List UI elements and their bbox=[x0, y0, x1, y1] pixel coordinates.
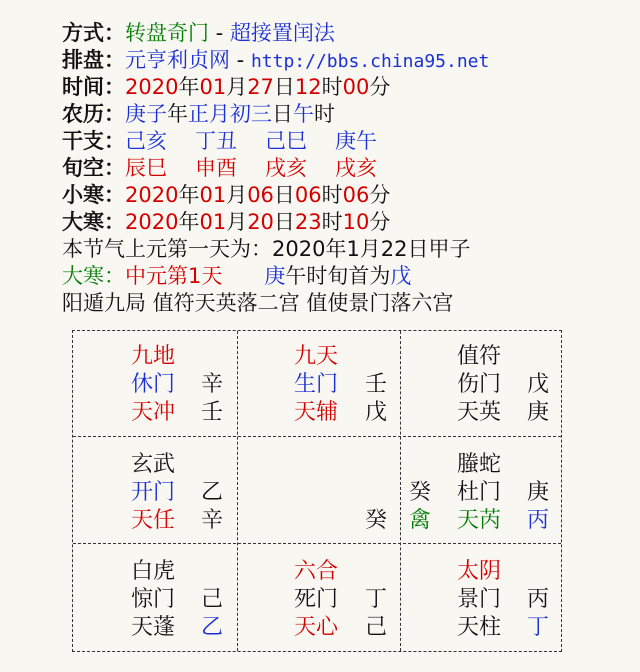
dahan-day: 20 bbox=[247, 210, 274, 234]
source-site[interactable]: 元亨利贞网 bbox=[125, 48, 230, 72]
star: 天任 bbox=[131, 508, 176, 533]
god: 值符 bbox=[457, 344, 502, 369]
xunshou-hour-stem: 庚 bbox=[264, 264, 286, 288]
xunkong-3: 戌亥 bbox=[265, 156, 307, 180]
time-line bbox=[62, 74, 632, 101]
xiaohan-label: 小寒： bbox=[62, 183, 125, 207]
lunar-day-unit: 日 bbox=[272, 102, 293, 126]
lunar-year-unit: 年 bbox=[167, 102, 188, 126]
lunar-hour: 午 bbox=[293, 102, 314, 126]
dahan-hour: 23 bbox=[294, 210, 322, 234]
palace-n bbox=[237, 331, 400, 436]
time-day: 27 bbox=[247, 75, 274, 99]
god: 太阴 bbox=[457, 559, 502, 584]
xunkong-4: 戌亥 bbox=[335, 156, 377, 180]
time-minute: 00 bbox=[342, 75, 370, 99]
xunkong-line bbox=[62, 155, 632, 182]
time-year-unit: 年 bbox=[178, 75, 200, 99]
palace-s bbox=[237, 544, 400, 652]
nine-palace-grid bbox=[72, 330, 562, 652]
xiaohan-year-unit: 年 bbox=[178, 183, 200, 207]
door: 惊门 bbox=[131, 587, 176, 612]
time-day-unit: 日 bbox=[273, 75, 295, 99]
door-stem: 丙 bbox=[527, 587, 550, 612]
method-name: 转盘奇门 bbox=[125, 21, 209, 45]
door: 休门 bbox=[131, 372, 176, 397]
xiaohan-minute: 06 bbox=[342, 183, 370, 207]
chart-header bbox=[62, 20, 632, 236]
star-stem: 乙 bbox=[201, 615, 224, 640]
xiaohan-year: 2020 bbox=[125, 183, 179, 207]
lunar-hour-unit: 时 bbox=[314, 102, 335, 126]
god: 螣蛇 bbox=[457, 452, 502, 477]
source-label: 排盘： bbox=[62, 48, 125, 72]
xunkong-label: 旬空： bbox=[62, 156, 125, 180]
palace-ne bbox=[401, 331, 563, 436]
god: 玄武 bbox=[131, 452, 176, 477]
palace-sw bbox=[73, 544, 236, 652]
lunar-year: 庚子 bbox=[125, 102, 167, 126]
dahan-minute-unit: 分 bbox=[369, 210, 391, 234]
time-month-unit: 月 bbox=[226, 75, 248, 99]
ganzhi-hour: 庚午 bbox=[335, 129, 377, 153]
door-stem: 辛 bbox=[201, 372, 224, 397]
dahan-yuan-line bbox=[62, 263, 411, 290]
dahan-yuan-label: 大寒： bbox=[62, 264, 125, 288]
summary-line: 阳遁九局 值符天英落二宫 值使景门落六宫 bbox=[62, 291, 454, 315]
xunkong-2: 申酉 bbox=[195, 156, 237, 180]
dahan-day-unit: 日 bbox=[273, 210, 295, 234]
door-stem: 庚 bbox=[527, 480, 550, 505]
dahan-minute: 10 bbox=[342, 210, 370, 234]
dahan-month-unit: 月 bbox=[226, 210, 248, 234]
door-stem: 戊 bbox=[527, 372, 550, 397]
star: 天芮 bbox=[457, 508, 502, 533]
star: 天心 bbox=[294, 615, 339, 640]
door-stem: 丁 bbox=[365, 587, 388, 612]
xiaohan-month-unit: 月 bbox=[226, 183, 248, 207]
xiaohan-line bbox=[62, 182, 632, 209]
xiaohan-month: 01 bbox=[199, 183, 227, 207]
dahan-line bbox=[62, 209, 632, 236]
star-stem: 辛 bbox=[201, 508, 224, 533]
xunshou-stem: 戊 bbox=[390, 264, 412, 288]
time-hour-unit: 时 bbox=[321, 75, 343, 99]
source-sep: - bbox=[230, 48, 251, 72]
door-stem: 己 bbox=[201, 587, 224, 612]
door: 生门 bbox=[294, 372, 339, 397]
extra-stem: 癸 bbox=[409, 480, 432, 505]
door: 开门 bbox=[131, 480, 176, 505]
door-stem: 乙 bbox=[201, 480, 224, 505]
door: 景门 bbox=[457, 587, 502, 612]
center-stem: 癸 bbox=[365, 508, 388, 533]
method-sep: - bbox=[209, 21, 230, 45]
xiaohan-day: 06 bbox=[247, 183, 274, 207]
xiaohan-hour: 06 bbox=[294, 183, 322, 207]
dahan-yuan-value: 中元第1天 bbox=[125, 264, 223, 288]
palace-center bbox=[237, 437, 400, 543]
source-url[interactable]: http://bbs.china95.net bbox=[250, 51, 490, 72]
dahan-hour-unit: 时 bbox=[321, 210, 343, 234]
method-label: 方式： bbox=[62, 21, 125, 45]
palace-e bbox=[401, 437, 563, 543]
lunar-label: 农历： bbox=[62, 102, 125, 126]
xiaohan-day-unit: 日 bbox=[273, 183, 295, 207]
ganzhi-day: 己巳 bbox=[265, 129, 307, 153]
star-stem: 己 bbox=[365, 615, 388, 640]
door-stem: 壬 bbox=[365, 372, 388, 397]
door: 杜门 bbox=[457, 480, 502, 505]
star: 天英 bbox=[457, 400, 502, 425]
jieqi-line: 本节气上元第一天为：2020年1月22日甲子 bbox=[62, 237, 471, 261]
star: 天蓬 bbox=[131, 615, 176, 640]
ganzhi-year: 己亥 bbox=[125, 129, 167, 153]
lunar-line bbox=[62, 101, 632, 128]
dahan-year-unit: 年 bbox=[178, 210, 200, 234]
xiaohan-minute-unit: 分 bbox=[369, 183, 391, 207]
source-line bbox=[62, 47, 632, 74]
time-minute-unit: 分 bbox=[369, 75, 391, 99]
lunar-day: 正月初三 bbox=[188, 102, 272, 126]
dahan-month: 01 bbox=[199, 210, 227, 234]
god: 九地 bbox=[131, 344, 176, 369]
method-rule: 超接置闰法 bbox=[229, 21, 335, 45]
god: 九天 bbox=[294, 344, 339, 369]
dahan-year: 2020 bbox=[125, 210, 179, 234]
time-month: 01 bbox=[199, 75, 227, 99]
god: 六合 bbox=[294, 559, 339, 584]
star-stem: 庚 bbox=[527, 400, 550, 425]
star-stem: 丙 bbox=[527, 508, 550, 533]
god: 白虎 bbox=[131, 559, 176, 584]
time-year: 2020 bbox=[125, 75, 179, 99]
star-stem: 戊 bbox=[365, 400, 388, 425]
ganzhi-label: 干支： bbox=[62, 129, 125, 153]
xiaohan-hour-unit: 时 bbox=[321, 183, 343, 207]
door: 死门 bbox=[294, 587, 339, 612]
method-line bbox=[62, 20, 632, 47]
star: 天辅 bbox=[294, 400, 339, 425]
star-stem: 丁 bbox=[527, 615, 550, 640]
door: 伤门 bbox=[457, 372, 502, 397]
time-label: 时间： bbox=[62, 75, 125, 99]
palace-nw bbox=[73, 331, 236, 436]
time-hour: 12 bbox=[294, 75, 322, 99]
xunkong-1: 辰巳 bbox=[125, 156, 167, 180]
xunshou-text: 午时旬首为 bbox=[285, 264, 391, 288]
dahan-label: 大寒： bbox=[62, 210, 125, 234]
palace-w bbox=[73, 437, 236, 543]
star-stem: 壬 bbox=[201, 400, 224, 425]
qin-star: 禽 bbox=[409, 508, 432, 533]
star: 天柱 bbox=[457, 615, 502, 640]
ganzhi-month: 丁丑 bbox=[195, 129, 237, 153]
ganzhi-line bbox=[62, 128, 632, 155]
star: 天冲 bbox=[131, 400, 176, 425]
palace-se bbox=[401, 544, 563, 652]
